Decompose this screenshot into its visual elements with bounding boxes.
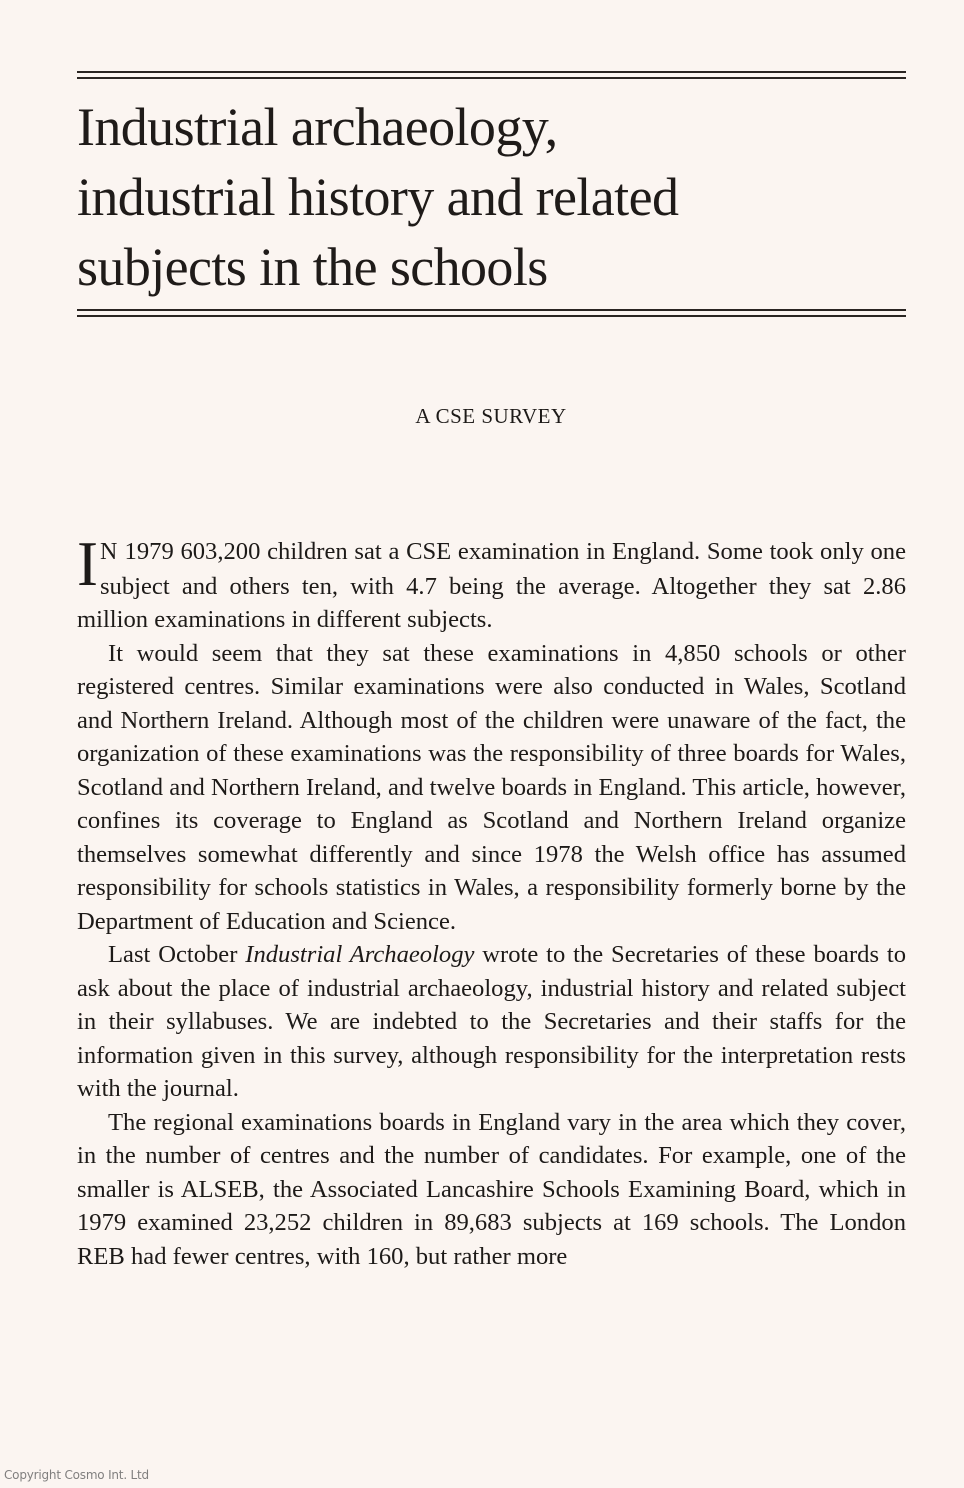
article-title bbox=[77, 92, 917, 302]
article-subtitle: A CSE SURVEY bbox=[415, 404, 567, 428]
top-rule-2 bbox=[77, 77, 906, 79]
article-body bbox=[77, 529, 907, 1273]
paragraph-3-before: Last October bbox=[108, 941, 246, 968]
paragraph-3-after: wrote to the Secretaries of these boards to ask about the place of industrial archaeology, industrial history and related subject in their syllabuses. We are indebted to the Secretaries and their staffs for the information given in this survey, although responsibility for the interpretation rests with the journal. bbox=[77, 941, 907, 1102]
paragraph-1-text: 1979 603,200 children sat a CSE examination in England. Some took only one subject and others ten, with 4.7 being the average. Altogether they sat 2.86 million examinations in different subjects. bbox=[77, 538, 906, 633]
bottom-rule-2 bbox=[77, 315, 906, 317]
journal-title: Industrial Archaeology bbox=[245, 941, 475, 968]
title-line-3: subjects in the schools bbox=[77, 237, 548, 297]
title-line-2: industrial history and related bbox=[77, 167, 679, 227]
bottom-rule-1 bbox=[77, 309, 906, 311]
drop-cap: I bbox=[77, 529, 98, 599]
title-line-1: Industrial archaeology, bbox=[77, 97, 558, 157]
paragraph-1 bbox=[77, 529, 906, 637]
paragraph-2: It would seem that they sat these examinations in 4,850 schools or other registered centres. Similar examinations were also conducted in Wales, Scotland and Northern Ireland. Although most of the children were unaware of the fact, the organization of these examinations was the responsibility of three boards for Wales, Scotland and Northern Ireland, and twelve boards in England. This article, however, confines its coverage to England as Scotland and Northern Ireland organize themselves somewhat differently and since 1978 the Welsh office has assumed responsibility for schools statistics in Wales, a responsibility formerly borne by the Department of Education and Science. bbox=[77, 639, 906, 935]
paragraph-3 bbox=[77, 938, 906, 1106]
paragraph-1-lead: N bbox=[99, 539, 118, 565]
top-rule-1 bbox=[77, 71, 906, 73]
paragraph-4: The regional examinations boards in England vary in the area which they cover, in the number of centres and the number of candidates. For example, one of the smaller is ALSEB, the Associated Lancashire Schools Examining Board, which in 1979 examined 23,252 children in 89,683 subjects at 169 schools. The London REB had fewer centres, with 160, but rather more bbox=[77, 1108, 906, 1270]
copyright-notice: Copyright Cosmo Int. Ltd bbox=[4, 1468, 149, 1482]
